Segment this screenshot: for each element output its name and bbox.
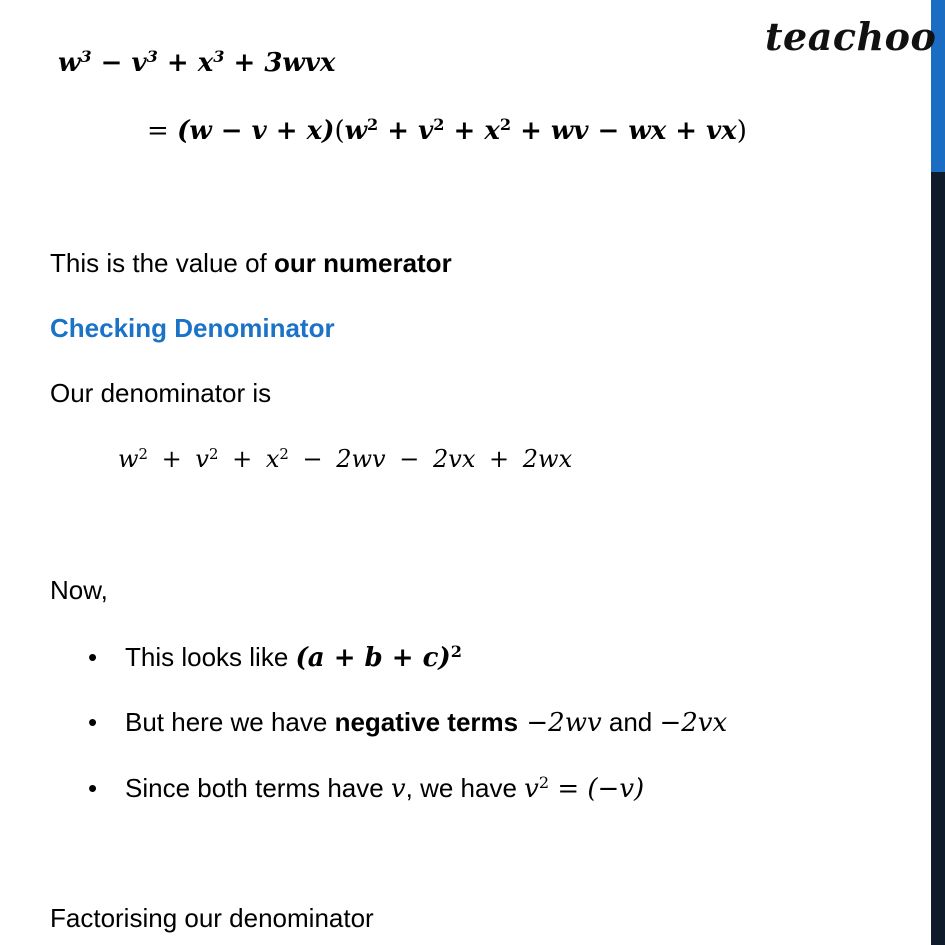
bullet-item-1: This looks like $(a + b + c)^2$ <box>125 642 462 673</box>
numerator-factorised: = $(w - v + x)(w^2 + v^2 + x^2$ + wv − wx + vx) <box>147 115 747 146</box>
bullet-dot: • <box>88 773 98 803</box>
numerator-note: This is the value of our numerator <box>50 248 452 278</box>
bullet-dot: • <box>88 642 98 672</box>
factorising-label: Factorising our denominator <box>50 903 374 933</box>
bullet-item-3: Since both terms have v, we have $v^2 = (-v)$ <box>125 773 645 804</box>
side-bar <box>931 0 945 945</box>
teachoo-logo: teachoo <box>765 14 937 59</box>
section-heading: Checking Denominator <box>50 313 335 343</box>
numerator-expression: $w^3 - v^3 + x^3 + 3wvx$ <box>58 47 336 78</box>
denominator-expression: $w^2 + v^2 + x^2 - 2wv - 2vx + 2wx$ <box>118 444 573 473</box>
bullet-dot: • <box>88 707 98 737</box>
now-label: Now, <box>50 575 108 605</box>
bullet-item-2: But here we have negative terms −2wv and −2vx <box>125 707 728 738</box>
denominator-intro: Our denominator is <box>50 378 272 408</box>
